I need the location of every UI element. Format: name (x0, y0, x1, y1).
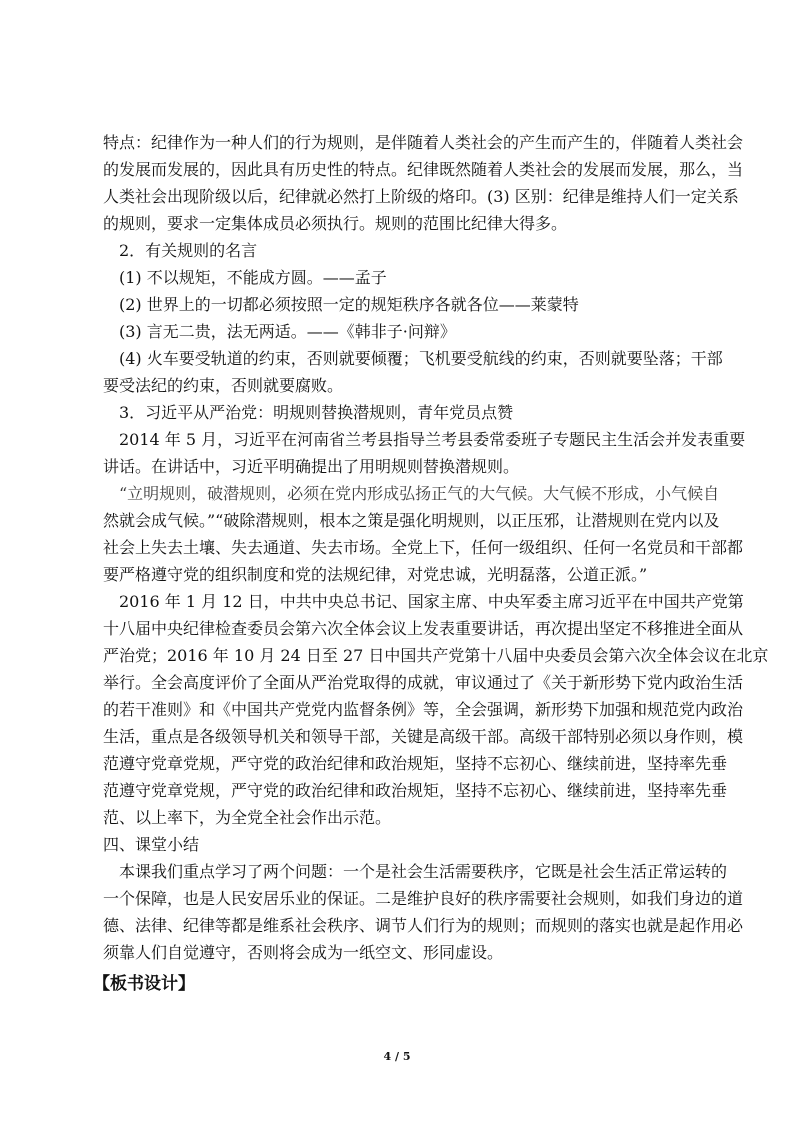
quote-item-3: (3) 言无二贵，法无两适。——《韩非子·问辩》 (119, 322, 456, 341)
body-line: 社会上失去土壤、失去通道、失去市场。全党上下，任何一级组织、任何一名党员和干部都 (103, 538, 744, 557)
board-design-heading: 【板书设计】 (93, 974, 195, 994)
body-line: 严治党；2016 年 10 月 24 日至 27 日中国共产党第十八届中央委员会第六次全体会议在北京 (103, 646, 769, 665)
body-line: 的若干准则》和《中国共产党党内监督条例》等，全会强调，新形势下加强和规范党内政治 (103, 700, 744, 719)
body-line: 要受法纪的约束，否则就要腐败。 (103, 376, 344, 395)
body-line: 特点：纪律作为一种人们的行为规则，是伴随着人类社会的产生而产生的，伴随着人类社会 (103, 133, 744, 152)
body-line: 2014 年 5 月，习近平在河南省兰考县指导兰考县委常委班子专题民主生活会并发表重要 (119, 430, 746, 449)
body-line: 的发展而发展的，因此具有历史性的特点。纪律既然随着人类社会的发展而发展，那么，当 (103, 160, 744, 179)
quote-item-2: (2) 世界上的一切都必须按照一定的规矩秩序各就各位——莱蒙特 (119, 295, 579, 314)
body-line: 举行。全会高度评价了全面从严治党取得的成就，审议通过了《关于新形势下党内政治生活 (103, 673, 744, 692)
body-line: 十八届中央纪律检查委员会第六次全体会议上发表重要讲话，再次提出坚定不移推进全面从 (103, 619, 744, 638)
body-line: 讲话。在讲话中，习近平明确提出了用明规则替换潜规则。 (103, 457, 520, 476)
body-line: 范遵守党章党规，严守党的政治纪律和政治规矩，坚持不忘初心、继续前进，坚持率先垂 (103, 754, 728, 773)
body-line: 2016 年 1 月 12 日，中共中央总书记、国家主席、中央军委主席习近平在中国共产党第 (119, 592, 744, 611)
quote-item-1: (1) 不以规矩，不能成方圆。——孟子 (119, 268, 387, 287)
summary-line: 须靠人们自觉遵守，否则将会成为一纸空文、形同虚设。 (103, 943, 504, 962)
body-line: 要严格遵守党的组织制度和党的法规纪律，对党忠诚，光明磊落，公道正派。” (103, 565, 648, 584)
section-heading-quotes: 2．有关规则的名言 (119, 241, 258, 260)
summary-line: 本课我们重点学习了两个问题：一个是社会生活需要秩序，它既是社会生活正常运转的 (119, 862, 728, 881)
speech-quote-line: “立明规则，破潜规则，必须在党内形成弘扬正气的大气候。大气候不形成，小气候自 (119, 484, 720, 503)
section-heading-summary: 四、课堂小结 (103, 835, 200, 854)
body-line: 生活，重点是各级领导机关和领导干部，关键是高级干部。高级干部特别必须以身作则，模 (103, 727, 744, 746)
page-number: 4 / 5 (383, 1050, 411, 1063)
quote-item-4: (4) 火车要受轨道的约束，否则就要倾覆；飞机要受航线的约束，否则就要坠落；干部 (119, 349, 723, 368)
body-line: 的规则，要求一定集体成员必须执行。规则的范围比纪律大得多。 (103, 214, 568, 233)
body-line: 范遵守党章党规，严守党的政治纪律和政治规矩，坚持不忘初心、继续前进，坚持率先垂 (103, 781, 728, 800)
section-heading-xi: 3．习近平从严治党：明规则替换潜规则，青年党员点赞 (119, 403, 514, 422)
body-line: 范、以上率下，为全党全社会作出示范。 (103, 808, 392, 827)
body-line: 人类社会出现阶级以后，纪律就必然打上阶级的烙印。(3) 区别：纪律是维持人们一定关系 (103, 187, 739, 206)
body-line: 然就会成气候。”“破除潜规则，根本之策是强化明规则，以正压邪，让潜规则在党内以及 (103, 511, 720, 530)
summary-line: 一个保障，也是人民安居乐业的保证。二是维护良好的秩序需要社会规则，如我们身边的道 (103, 889, 744, 908)
summary-line: 德、法律、纪律等都是维系社会秩序、调节人们行为的规则；而规则的落实也就是起作用必 (103, 916, 744, 935)
